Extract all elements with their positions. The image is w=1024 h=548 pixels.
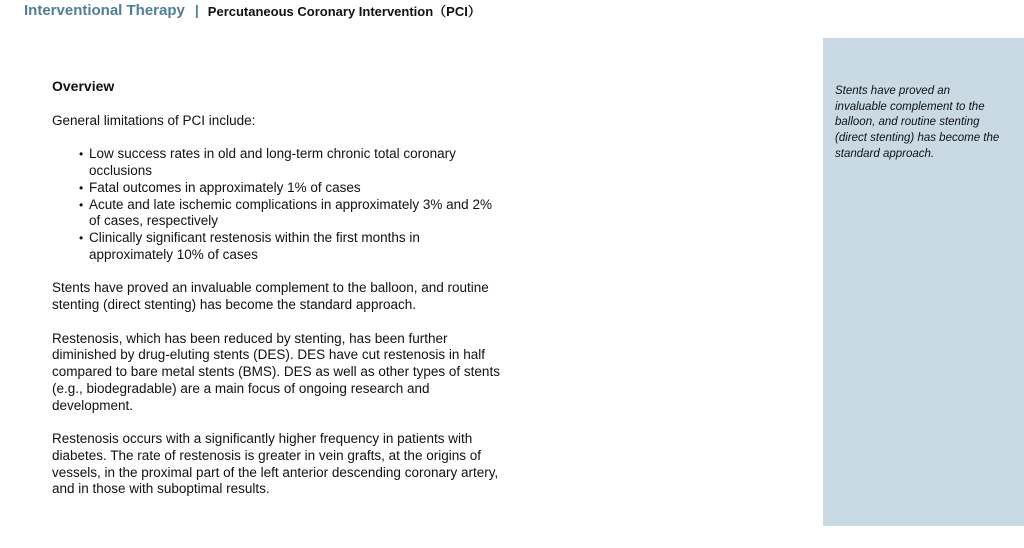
paragraph-restenosis-diabetes: Restenosis occurs with a significantly higher frequency in patients with diabetes. The rate of restenosis is greater in vein grafts, at the origins of vessels, in the proximal part of the left anterior descending coronary artery, and in those with suboptimal results. bbox=[52, 431, 499, 497]
list-item: • Low success rates in old and long-term chronic total coronary occlusions bbox=[89, 146, 502, 179]
intro-text: General limitations of PCI include: bbox=[52, 112, 256, 128]
title-separator: | bbox=[194, 2, 199, 18]
list-item: • Acute and late ischemic complications in approximately 3% and 2% of cases, respectively bbox=[89, 197, 502, 230]
slide-title: Percutaneous Coronary Intervention（PCI） bbox=[207, 3, 481, 19]
overview-heading: Overview bbox=[52, 78, 115, 94]
slide-header bbox=[24, 0, 481, 20]
paragraph-stents: Stents have proved an invaluable complement to the balloon, and routine stenting (direct stenting) has become the standard approach. bbox=[52, 280, 489, 313]
section-title: Interventional Therapy bbox=[24, 1, 185, 19]
limitations-list bbox=[52, 146, 502, 263]
sidebar-panel bbox=[823, 38, 1024, 526]
sidebar-note: Stents have proved an invaluable complement to the balloon, and routine stenting (direct stenting) has become the standard approach. bbox=[835, 85, 1000, 160]
list-item: • Fatal outcomes in approximately 1% of cases bbox=[89, 180, 502, 197]
list-item: • Clinically significant restenosis within the first months in approximately 10% of cases bbox=[89, 230, 502, 263]
main-content bbox=[52, 78, 502, 515]
paragraph-restenosis-des: Restenosis, which has been reduced by stenting, has been further diminished by drug-eluting stents (DES). DES have cut restenosis in half compared to bare metal stents (BMS). DES as well as other types of stents (e.g., biodegradable) are a main focus of ongoing research and development. bbox=[52, 330, 500, 413]
